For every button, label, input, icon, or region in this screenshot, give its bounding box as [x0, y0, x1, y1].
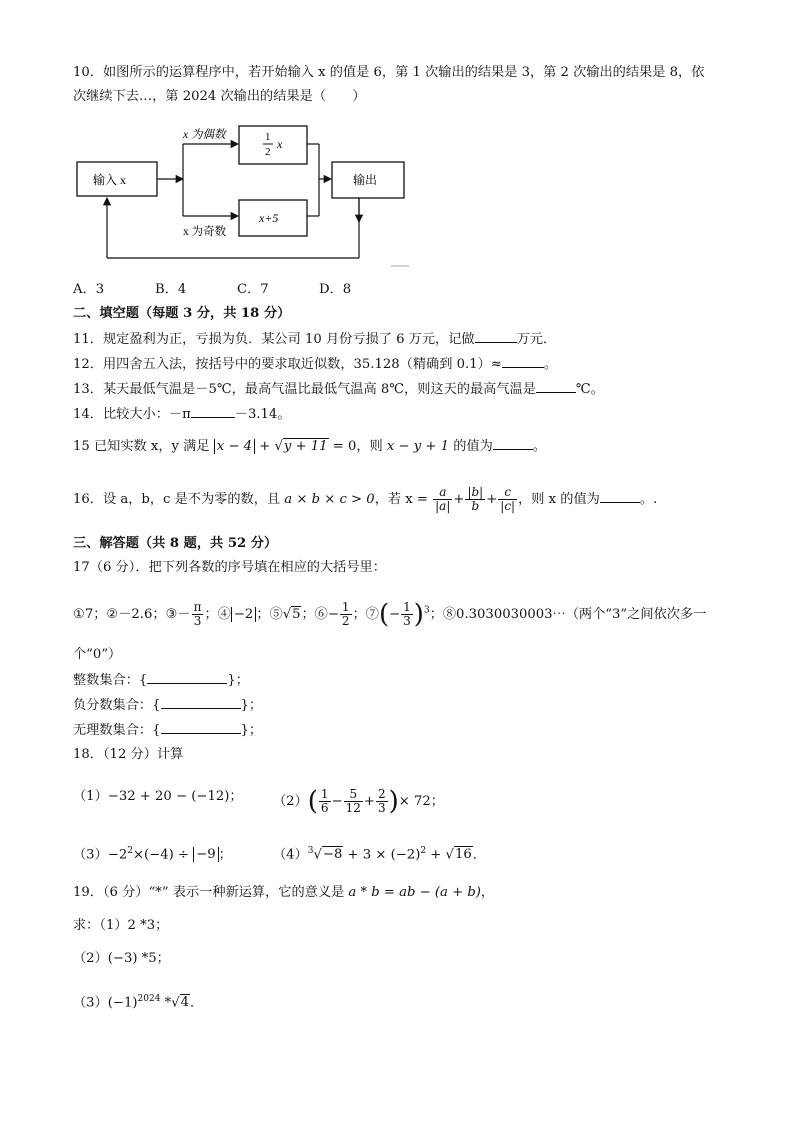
part-label: （4） [273, 847, 308, 863]
q17-item-text: ；⑤ [256, 607, 283, 622]
q12-text: 12．用四舍五入法，按括号中的要求取近似数，35.128（精确到 0.1）≈ [73, 357, 502, 372]
frac-num: 1 [320, 787, 329, 801]
section-2-title: 二、填空题（每题 3 分，共 18 分） [73, 306, 291, 321]
q15-text2: 的值为 [449, 439, 493, 454]
even-label: x 为偶数 [183, 129, 226, 141]
q15-plus: + [255, 439, 275, 454]
option-a[interactable]: A．3 [73, 282, 105, 297]
frac-den: 3 [403, 614, 411, 628]
part-tail: × 72； [398, 794, 444, 809]
q15-abs: x − 4 [214, 439, 255, 454]
frac-num: π [193, 600, 202, 614]
set-label: 负分数集合：{ [73, 698, 161, 713]
q18-title: 18．（12 分）计算 [73, 747, 184, 762]
frac-den: 12 [345, 801, 361, 815]
q12 [73, 355, 557, 374]
q17-set-integers [73, 671, 249, 690]
q16-text: 16．设 a，b，c 是不为零的数，且 [73, 492, 285, 507]
q16-frac-a [433, 486, 452, 513]
q18-part2: （2）( $\frac{1}{6}$ − $\frac{5}{12}$ + $\frac{2}{3}$ )× 72； [273, 786, 444, 817]
q15-expr: x − y + 1 [386, 439, 450, 454]
frac-num: 1 [403, 600, 411, 614]
part-text: （3）−2 [73, 847, 128, 863]
q16-frac-c [498, 486, 517, 513]
q19-text: 19．（6 分）“*” 表示一种新运算，它的意义是 [73, 885, 349, 900]
half-var: x [277, 137, 283, 151]
q14-text: 14．比较大小：－π [73, 407, 191, 422]
frac-den: |c| [500, 499, 516, 513]
q15-sqrt: y + 11 [283, 439, 328, 454]
part-tail: ． [190, 995, 204, 1011]
q11-blank[interactable] [475, 330, 517, 343]
part-text: + [426, 847, 446, 863]
q13-blank[interactable] [536, 380, 576, 393]
frac-den: |a| [435, 499, 451, 513]
q11 [73, 330, 556, 349]
odd-label: x 为奇数 [183, 226, 227, 238]
frac-2-3 [376, 788, 388, 815]
abs-value: −9 [193, 847, 218, 862]
set-close: }； [240, 723, 263, 738]
frac-num: 1 [341, 600, 350, 614]
q10-options [73, 281, 401, 299]
frac-num: 5 [344, 788, 363, 802]
q17-sqrt5: 5 [292, 607, 301, 622]
q12-blank[interactable] [502, 355, 544, 368]
output-label: 输出 [353, 173, 378, 187]
part-text: * [160, 995, 172, 1011]
q19-comma: ， [480, 885, 495, 900]
q17-half-frac [340, 601, 352, 628]
q17-cont: 个“0”） [73, 647, 122, 662]
frac-den: 2 [341, 614, 350, 628]
q17-abs: −2 [231, 607, 256, 622]
q17-set-negfrac [73, 696, 262, 715]
q17-set-irrational [73, 721, 262, 740]
q17-item-text: ；⑦ [352, 607, 379, 622]
set-label: 整数集合：{ [73, 673, 148, 688]
frac-num: c [498, 486, 517, 500]
set-integers-blank[interactable] [147, 671, 227, 684]
option-d[interactable]: D．8 [319, 282, 352, 297]
part-label: （2） [273, 794, 308, 809]
frac-num: a [433, 486, 452, 500]
section-3-title: 三、解答题（共 8 题，共 52 分） [73, 536, 278, 551]
part-text: （3）(−1) [73, 995, 138, 1011]
q10-line2: 次继续下去…，第 2024 次输出的结果是（ ） [73, 89, 366, 104]
cube-root-radicand: −8 [322, 847, 343, 863]
q16-frac-b [465, 486, 485, 513]
q11-tail: 万元． [516, 332, 557, 347]
q15-text: 15 已知实数 x，y 满足 [73, 439, 214, 454]
q18-part3 [73, 842, 232, 864]
q19-definition: a * b = ab − (a + b) [348, 885, 481, 900]
x-plus-5-label: x+5 [259, 211, 279, 225]
q14-blank[interactable] [191, 405, 235, 418]
part-text: + 3 × (−2) [343, 847, 421, 863]
q17-pi-frac [192, 601, 204, 628]
q18-part4: $(4)^3√-8 + 3 \times (-2)^2 + √16$． [273, 846, 486, 863]
part-tail: ． [472, 847, 486, 863]
part-text: ×(−4) ÷ [132, 847, 194, 863]
q19-part2: （2）(−3) *5； [73, 951, 170, 966]
q16-condition: a × b × c > 0 [284, 492, 375, 507]
q14-tail: －3.14。 [234, 407, 291, 422]
set-label: 无理数集合：{ [73, 723, 161, 738]
sqrt-radicand: 4 [180, 995, 189, 1011]
q12-tail: 。 [543, 357, 558, 372]
exponent: 2024 [137, 994, 161, 1004]
q16-tail: 。. [639, 492, 658, 507]
q17-third-frac [401, 601, 413, 628]
q15-tail: 。 [532, 439, 547, 454]
q16-blank[interactable] [600, 490, 640, 503]
frac-den: 3 [377, 801, 386, 815]
q11-text: 11．规定盈利为正，亏损为负．某公司 10 月份亏损了 6 万元，记做 [73, 332, 475, 347]
square-exp: 2 [127, 846, 133, 856]
frac-5-12 [344, 788, 363, 815]
set-close: }； [227, 673, 249, 688]
flowchart-diagram [73, 120, 409, 268]
q16: 16．设 a，b，c 是不为零的数，且 a × b × c > 0，若 x = $\frac{a}{|a|}$ + $\frac{|b|}{b}$ + $\frac{c}{|c|}$ ，则 x 的值为 。. [73, 485, 658, 513]
sqrt-radicand: 16 [454, 847, 472, 863]
frac-den: 6 [320, 801, 329, 815]
q15: 15 已知实数 x，y 满足 x − 4 + √y + 11 = 0，则 x − y + 1 的值为 。 [73, 439, 547, 454]
q17-item-text: ；⑧0.3030030003⋯（两个“3”之间依次多一 [429, 607, 707, 622]
q19-part3: $(3)(-1)^{2024}$ *√4． [73, 994, 204, 1011]
q17-cube-exp: 3 [423, 605, 430, 616]
half-x-box [239, 126, 307, 164]
q16-text3: ，则 x 的值为 [518, 492, 600, 507]
q14 [73, 405, 291, 424]
q10-line1: 10．如图所示的运算程序中，若开始输入 x 的值是 6，第 1 次输出的结果是 3，第 2 次输出的结果是 8，依 [73, 65, 705, 80]
frac-den: b [471, 499, 480, 513]
frac-den: 3 [193, 614, 202, 628]
q17-intro: 17（6 分）．把下列各数的序号填在相应的大括号里： [73, 560, 386, 575]
q19-part1: 求：（1）2 *3； [73, 918, 169, 933]
frac-num: |b| [467, 485, 484, 499]
frac-num: 2 [377, 787, 386, 801]
q16-text2: ，若 x = [374, 492, 433, 507]
square-exp: 2 [420, 846, 427, 856]
q13-text: 13．某天最低气温是－5℃，最高气温比最低气温高 8℃，则这天的最高气温是 [73, 382, 536, 397]
q17-item-text: ；⑥− [301, 607, 339, 622]
q17-items: ①7；②－2.6；③－ $\frac{\pi}{3}$ ；④ −2 ；⑤√5；⑥− $\frac{1}{2}$ ；⑦(− $\frac{1}{3}$ )$^3$；⑧0.3030030003⋯（两个“3”之间依次多一 [73, 599, 707, 630]
q17-item-text: ①7；②－2.6；③－ [73, 607, 191, 622]
input-label: 输入 x [93, 173, 127, 187]
set-close: }； [240, 698, 263, 713]
set-irrational-blank[interactable] [161, 721, 241, 734]
option-b[interactable]: B．4 [155, 282, 187, 297]
q15-eq: = 0，则 [328, 439, 387, 454]
q19-title [73, 884, 494, 902]
cube-root-index: 3 [307, 846, 314, 856]
q15-blank[interactable] [493, 437, 533, 450]
q13 [73, 380, 604, 399]
half-den: 2 [265, 146, 271, 158]
frac-1-6 [319, 788, 331, 815]
set-negfrac-blank[interactable] [161, 696, 241, 709]
q13-tail: ℃。 [575, 382, 604, 397]
q18-part1: （1）−32 + 20 − (−12)； [73, 789, 243, 804]
q17-item-text: ；④ [204, 607, 231, 622]
part-tail: ； [218, 847, 232, 863]
option-c[interactable]: C．7 [237, 282, 269, 297]
half-num: 1 [265, 131, 271, 143]
